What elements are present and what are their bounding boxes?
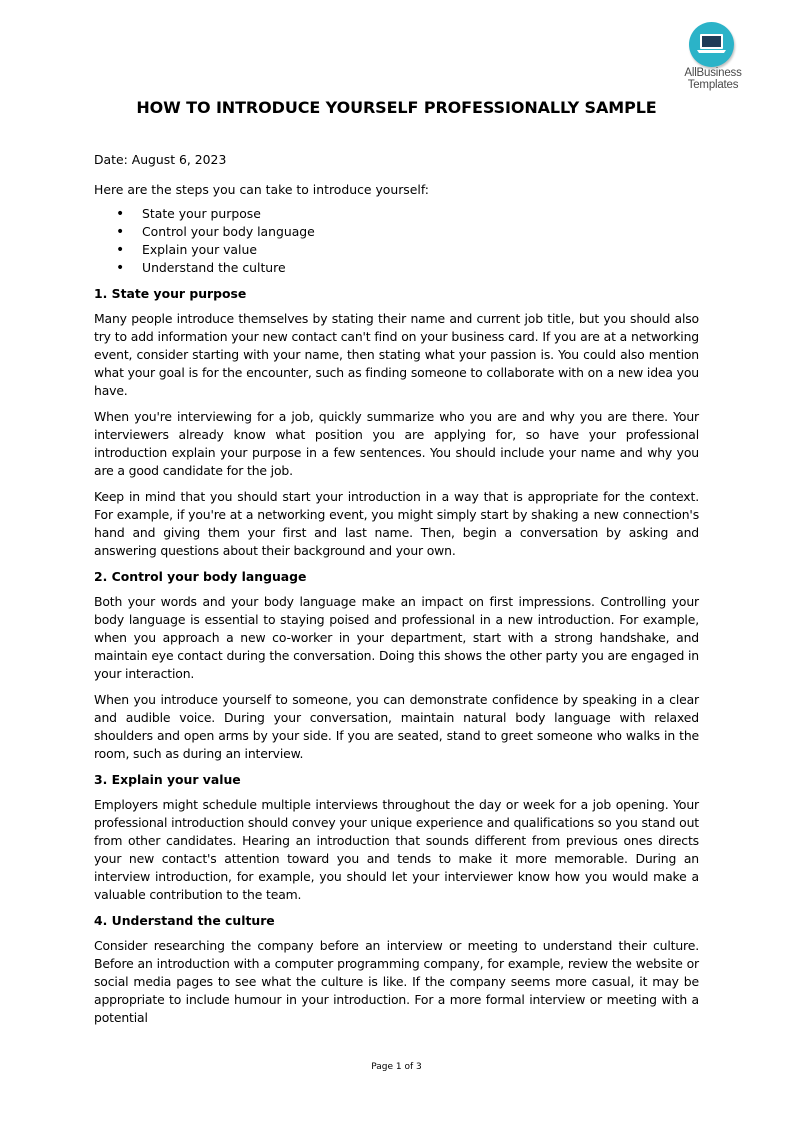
logo-text — [676, 67, 750, 91]
steps-list — [94, 205, 699, 277]
document-body — [94, 151, 699, 1035]
section-heading-culture: 4. Understand the culture — [94, 913, 275, 928]
intro-text: Here are the steps you can take to introduce yourself: — [94, 182, 429, 197]
paragraph: When you're interviewing for a job, quickly summarize who you are and why you are there. Your interviewers already know what position you are applying for, so have your professional introduction explain your purpose in a few sentences. You should include your name and why you are a good candidate for the job. — [94, 409, 699, 478]
section-heading-body-language: 2. Control your body language — [94, 569, 307, 584]
list-item: • Control your body language — [94, 223, 699, 241]
page-number: Page 1 of 3 — [371, 1062, 422, 1072]
document-title: HOW TO INTRODUCE YOURSELF PROFESSIONALLY SAMPLE — [136, 98, 657, 117]
list-item: • Understand the culture — [94, 259, 699, 277]
paragraph: When you introduce yourself to someone, you can demonstrate confidence by speaking in a clear and audible voice. During your conversation, maintain natural body language with relaxed shoulders and open arms by your side. If you are seated, stand to greet someone who walks in the room, such as during an interview. — [94, 692, 699, 761]
paragraph: Both your words and your body language make an impact on first impressions. Controlling your body language is essential to staying poised and professional in a new introduction. For example, when you approach a new co-worker in your department, start with a strong handshake, and maintain eye contact during the conversation. Doing this shows the other party you are engaged in your interaction. — [94, 594, 699, 681]
paragraph: Many people introduce themselves by stating their name and current job title, but you should also try to add information your new contact can't find on your business card. If you are at a networking event, consider starting with your name, then stating what your passion is. You could also mention what your goal is for the encounter, such as finding someone to collaborate with on a new idea you have. — [94, 311, 699, 398]
list-item: • Explain your value — [94, 241, 699, 259]
paragraph: Keep in mind that you should start your introduction in a way that is appropriate for the context. For example, if you're at a networking event, you might simply start by shaking a new connection's hand and giving them your first and last name. Then, begin a conversation by asking and answering questions about their background and your own. — [94, 489, 699, 558]
list-item: • State your purpose — [94, 205, 699, 223]
logo-text-line1: AllBusiness — [684, 67, 742, 79]
paragraph: Employers might schedule multiple interviews throughout the day or week for a job opening. Your professional introduction should convey your unique experience and qualifications so you stand out from other candidates. Hearing an introduction that sounds different from previous ones directs your new contact's attention toward you and tends to make it more memorable. During an interview introduction, for example, you should let your interviewer know how you would make a valuable contribution to the team. — [94, 797, 699, 902]
logo-text-line2: Templates — [687, 79, 739, 91]
document-date: Date: August 6, 2023 — [94, 152, 227, 167]
laptop-icon — [689, 22, 734, 67]
allbusiness-templates-logo[interactable] — [676, 20, 750, 96]
paragraph: Consider researching the company before an interview or meeting to understand their culture. Before an introduction with a computer programming company, for example, review the website or social media pages to see what the culture is like. If the company seems more casual, it may be appropriate to include humour in your introduction. For a more formal interview or meeting with a potential — [94, 938, 699, 1025]
section-heading-purpose: 1. State your purpose — [94, 286, 247, 301]
section-heading-value: 3. Explain your value — [94, 772, 241, 787]
